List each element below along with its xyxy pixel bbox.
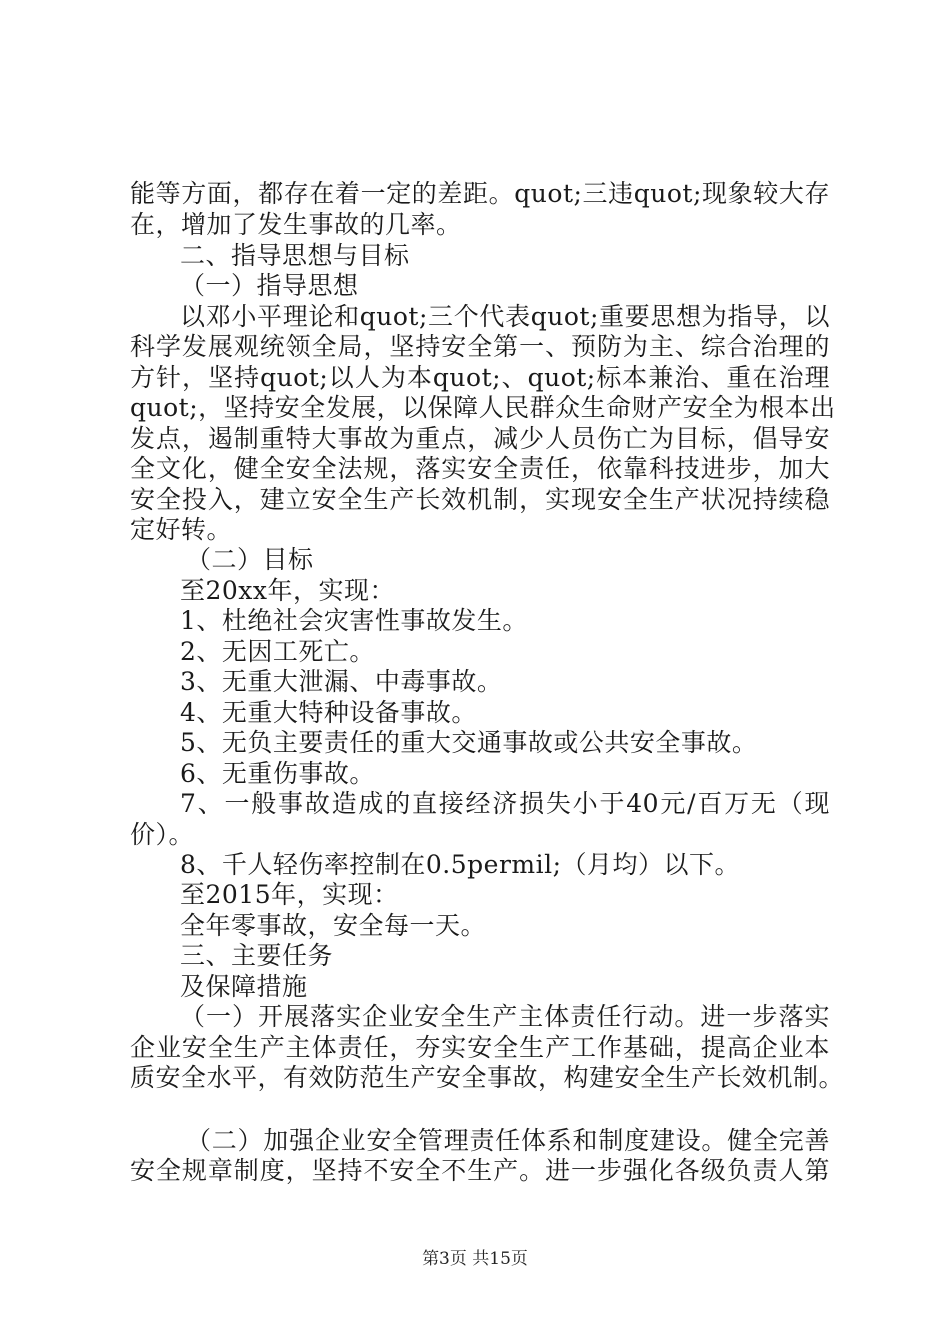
paragraph-line: 至2015年，实现： — [180, 880, 399, 909]
paragraph-line: 安全规章制度，坚持不安全不生产。进一步强化各级负责人第 — [130, 1156, 830, 1185]
page-footer: 第3页 共15页 — [422, 1249, 528, 1269]
section-heading: 二、指导思想与目标 — [180, 241, 410, 270]
paragraph-line: 定好转。 — [130, 515, 233, 544]
paragraph-line: quot;，坚持安全发展，以保障人民群众生命财产安全为根本出 — [130, 393, 836, 422]
paragraph-line: 全文化，健全安全法规，落实安全责任，依靠科技进步，加大 — [130, 454, 830, 483]
section-heading: 三、主要任务 — [180, 941, 334, 970]
paragraph-line: 在，增加了发生事故的几率。 — [130, 210, 462, 239]
list-item-continued: 价）。 — [130, 820, 195, 849]
paragraph-line: （一）开展落实企业安全生产主体责任行动。进一步落实 — [180, 1002, 830, 1031]
paragraph-line: 科学发展观统领全局，坚持安全第一、预防为主、综合治理的 — [130, 332, 830, 361]
paragraph-line: （二）加强企业安全管理责任体系和制度建设。健全完善 — [186, 1126, 830, 1155]
paragraph-line: 企业安全生产主体责任，夯实安全生产工作基础，提高企业本 — [130, 1033, 830, 1062]
subsection-heading: （二）目标 — [186, 545, 314, 574]
paragraph-line: 全年零事故，安全每一天。 — [180, 911, 487, 940]
list-item: 7、一般事故造成的直接经济损失小于40元/百万无（现 — [180, 789, 830, 818]
list-item: 3、无重大泄漏、中毒事故。 — [180, 667, 503, 696]
list-item: 2、无因工死亡。 — [180, 637, 375, 666]
section-heading-continued: 及保障措施 — [180, 972, 308, 1001]
list-item: 8、千人轻伤率控制在0.5permil;（月均）以下。 — [180, 850, 741, 879]
list-item: 4、无重大特种设备事故。 — [180, 698, 477, 727]
paragraph-line: 质安全水平，有效防范生产安全事故，构建安全生产长效机制。 — [130, 1063, 845, 1092]
paragraph-line: 安全投入，建立安全生产长效机制，实现安全生产状况持续稳 — [130, 485, 830, 514]
list-item: 5、无负主要责任的重大交通事故或公共安全事故。 — [180, 728, 758, 757]
paragraph-line: 发点，遏制重特大事故为重点，减少人员伤亡为目标，倡导安 — [130, 424, 830, 453]
subsection-heading: （一）指导思想 — [180, 271, 359, 300]
paragraph-line: 能等方面，都存在着一定的差距。quot;三违quot;现象较大存 — [130, 179, 830, 208]
list-item: 6、无重伤事故。 — [180, 759, 375, 788]
paragraph-line: 至20xx年，实现： — [180, 576, 396, 605]
paragraph-line: 以邓小平理论和quot;三个代表quot;重要思想为指导，以 — [180, 302, 830, 331]
list-item: 1、杜绝社会灾害性事故发生。 — [180, 606, 528, 635]
paragraph-line: 方针，坚持quot;以人为本quot;、quot;标本兼治、重在治理 — [130, 363, 830, 392]
